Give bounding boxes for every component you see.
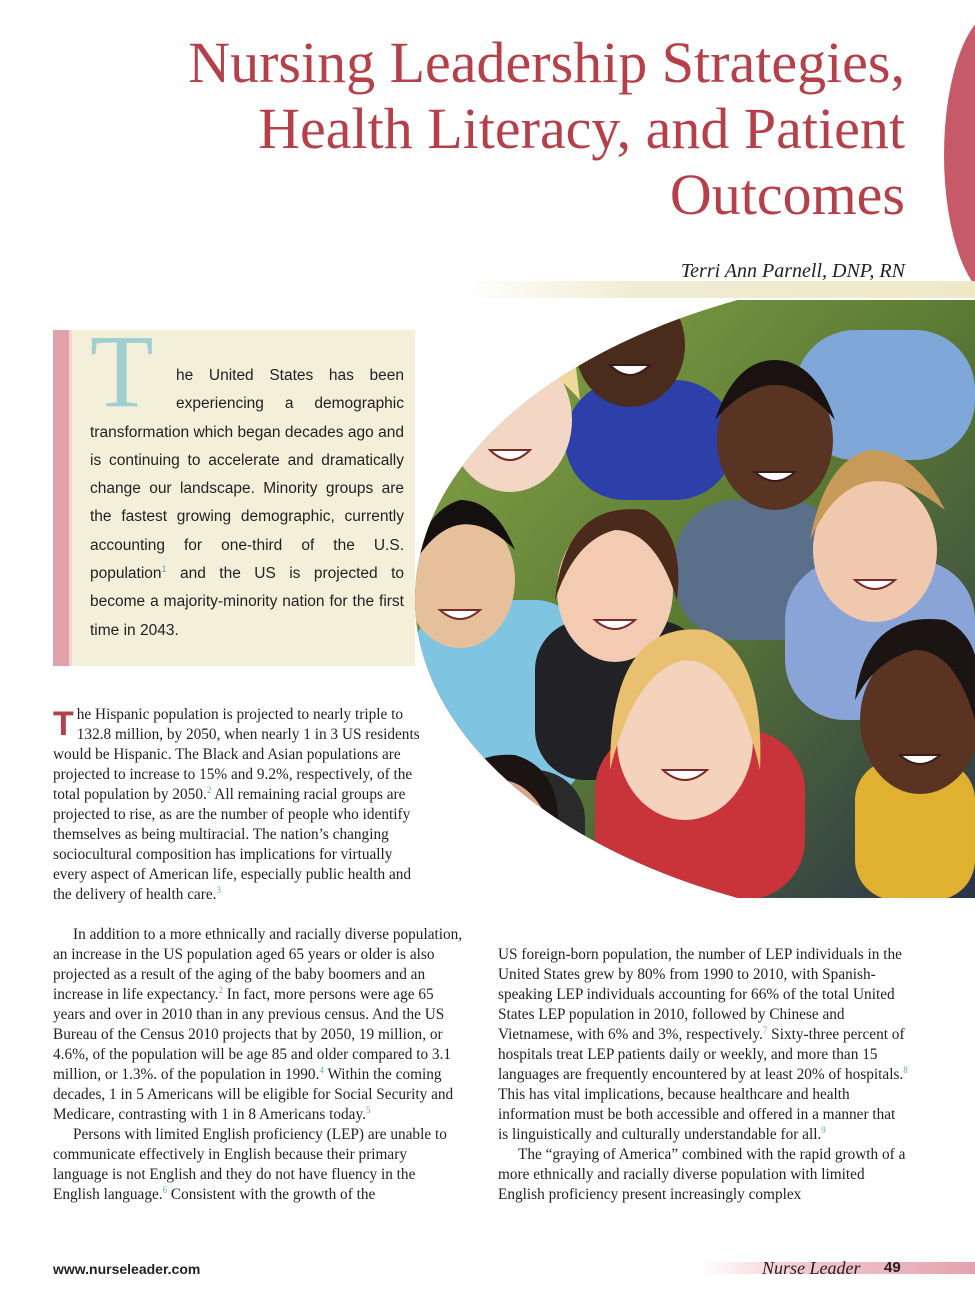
pull-quote-ref: 1 [161,563,167,574]
body-paragraph-2 [53,925,463,1125]
body-paragraph-1 [53,705,423,905]
ref-9: 9 [821,1124,826,1135]
ref-3: 3 [216,884,222,895]
body-column-2-paragraph-1 [498,945,908,1145]
body-column-1-top [53,705,423,905]
body-p1-text-b: All remaining racial groups are projected to rise, as are the number of people who identify themselves as being multiracial. The nation’s changing sociocultural composition has implications for virtually every aspect of American life, especially public health and the delivery of health care. [53,786,412,903]
ref-2b: 2 [218,984,223,995]
ref-7: 7 [762,1024,768,1035]
body-drop-cap: T [53,705,74,743]
group-photo [415,300,975,898]
body-p3-text-a: Persons with limited English proficiency (LEP) are unable to communicate effectively in English because their primary language is not English and they do not have fluency in the English language. [53,1126,447,1203]
ref-4: 4 [319,1064,324,1075]
body-p3-text-b: Consistent with the growth of the [167,1186,376,1203]
title-line-2: Health Literacy, and Patient [258,96,905,161]
body-column-2 [498,945,908,1205]
body-column-2-paragraph-2: The “graying of America” combined with the rapid growth of a more ethnically and racially diverse population with limited English proficiency present increasingly complex [498,1146,906,1203]
pull-quote-text-end: and the US is projected to become a majority-minority nation for the first time in 2043. [90,565,404,639]
pull-quote-accent-bar [53,330,69,666]
body-p2-text-a: In addition to a more ethnically and racially diverse population, an increase in the US population aged 65 years or older is also projected as a result of the aging of the baby boomers and an increase in life expectancy. [53,926,463,1003]
author-byline: Terri Ann Parnell, DNP, RN [680,260,905,282]
body-column-1-bottom [53,925,463,1205]
decorative-side-arc [944,10,975,300]
pull-quote-text-main: he United States has been experiencing a demographic transformation which began decades ago and is continuing to accelerate and dramatically change our landscape. Minority groups are the fastest growing demographic, currently accounting for one-third of the U.S. population [90,367,404,583]
c2-text-c: This has vital implications, because healthcare and health information must be both accessible and offered in a manner that is linguistically and culturally understandable for all. [498,1086,896,1143]
footer-journal-name: Nurse Leader [762,1258,861,1278]
group-photo-illustration [415,300,975,898]
pull-quote-accent-line [69,330,72,666]
pull-quote-text [90,362,404,645]
ref-5: 5 [365,1104,371,1115]
drop-cap-spacer [90,362,176,418]
pull-quote-drop-cap: T [90,314,154,429]
title-line-1: Nursing Leadership Strategies, [188,30,905,95]
ref-2a: 2 [206,784,212,795]
c2-text-a: US foreign-born population, the number of LEP individuals in the United States grew by 80% from 1990 to 2010, with Spanish-speaking LEP individuals accounting for 66% of the total United States LEP population in 2010, followed by Chinese and Vietnamese, with 6% and 3%, respectively. [498,946,902,1043]
page-number: 49 [884,1259,901,1276]
body-p1-text-a: he Hispanic population is projected to nearly triple to 132.8 million, by 2050, when nearly 1 in 3 US residents would be Hispanic. The Black and Asian populations are projected to increase to 15% and 9.2%, respectively, of the total population by 2050. [53,706,420,803]
article-title [45,30,905,228]
body-p2-text-b: In fact, more persons were age 65 years and over in 2010 than in any previous census. And the US Bureau of the Census 2010 projects that by 2050, 19 million, or 4.6%, of the population will be age 85 and older compared to 3.1 million, or 1.3%. of the population in 1990. [53,986,452,1083]
ref-8: 8 [903,1064,908,1075]
title-line-3: Outcomes [669,162,905,227]
body-p2-text-c: Within the coming decades, 1 in 5 Americans will be eligible for Social Security and Medicare, contrasting with 1 in 8 Americans today. [53,1066,454,1123]
author-band [460,281,975,298]
footer-website-link[interactable]: www.nurseleader.com [53,1261,201,1277]
ref-6: 6 [162,1184,168,1195]
body-paragraph-3 [53,1125,463,1205]
c2-text-b: Sixty-three percent of hospitals treat LEP patients daily or weekly, and more than 15 languages are frequently encountered by at least 20% of hospitals. [498,1026,905,1083]
